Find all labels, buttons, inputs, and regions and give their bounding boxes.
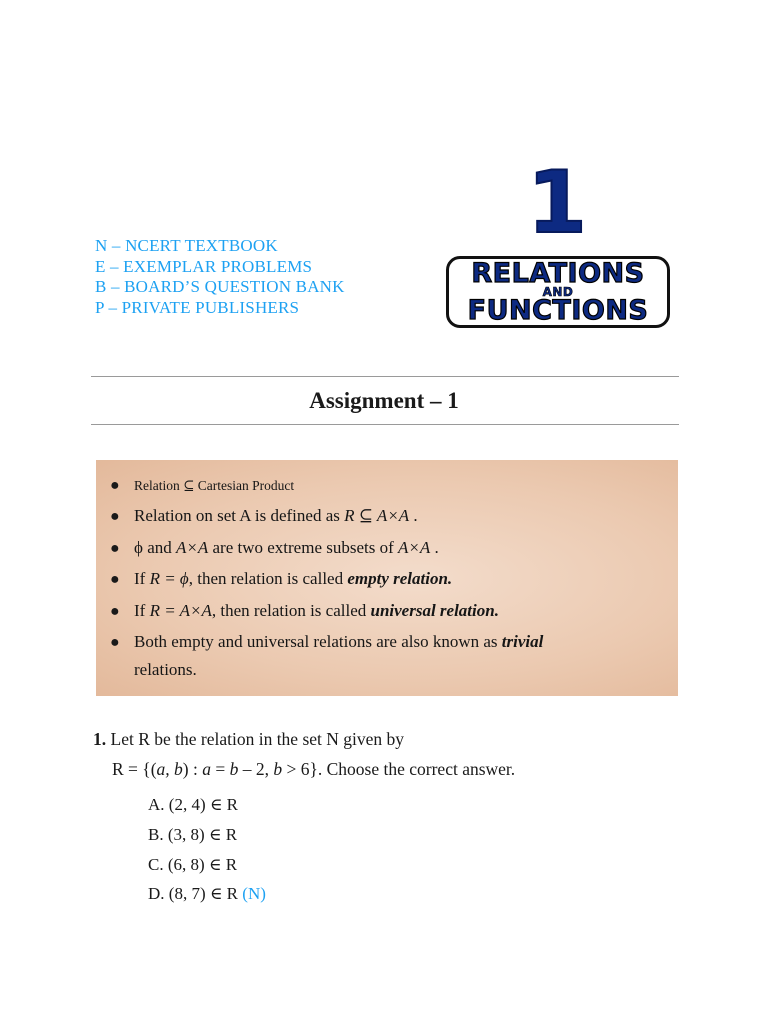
divider-top — [91, 376, 679, 377]
chapter-title-and: AND — [542, 285, 574, 299]
option-c[interactable]: C. (6, 8) ∈ R — [148, 854, 238, 874]
source-tag-ncert: (N) — [242, 884, 266, 904]
divider-bottom — [91, 424, 679, 425]
legend-item-private: P – PRIVATE PUBLISHERS — [95, 297, 300, 317]
chapter-title-functions: FUNCTIONS — [467, 295, 649, 326]
summary-bullet: ● If R = ϕ, then relation is called empty relation. — [110, 569, 453, 588]
question-number: 1. — [93, 729, 107, 749]
chapter-title-badge — [446, 256, 670, 328]
summary-bullet-continuation: relations. — [134, 660, 197, 679]
option-a[interactable]: A. (2, 4) ∈ R — [148, 795, 239, 814]
bullet-dot: ● — [110, 571, 120, 588]
bullet-dot: ● — [110, 603, 120, 620]
summary-bullet: ● If R = A×A, then relation is called universal relation. — [110, 601, 499, 620]
chapter-title-relations: RELATIONS — [471, 258, 645, 289]
chapter-number: 1 — [527, 153, 587, 253]
summary-bullet: ● Relation on set A is defined as R ⊆ A×A . — [110, 506, 418, 525]
bullet-dot: ● — [110, 540, 120, 557]
concept-summary-box — [96, 460, 678, 696]
source-legend — [95, 236, 345, 318]
assignment-heading: Assignment – 1 — [309, 388, 459, 413]
legend-item-board: B – BOARD’S QUESTION BANK — [95, 277, 345, 296]
summary-bullet: ● Relation ⊆ Cartesian Product — [110, 477, 295, 494]
question-text: Let R be the relation in the set N given by — [110, 729, 405, 749]
option-d[interactable]: D. (8, 7) ∈ R (N) — [148, 884, 266, 904]
legend-item-ncert: N – NCERT TEXTBOOK — [95, 236, 278, 255]
question-line-2: R = {(a, b) : a = b – 2, b > 6}. Choose the correct answer. — [112, 759, 516, 779]
answer-options — [148, 790, 266, 909]
bullet-dot: ● — [110, 477, 120, 494]
option-b[interactable]: B. (3, 8) ∈ R — [148, 824, 238, 844]
legend-item-exemplar: E – EXEMPLAR PROBLEMS — [95, 256, 313, 276]
summary-bullet: ● Both empty and universal relations are also known as trivial — [110, 632, 544, 651]
question-line-1 — [93, 724, 515, 754]
question-1 — [93, 724, 515, 784]
bullet-dot: ● — [110, 508, 120, 525]
bullet-dot: ● — [110, 634, 120, 651]
summary-bullet: ● ϕ and A×A are two extreme subsets of A×A . — [110, 538, 439, 557]
